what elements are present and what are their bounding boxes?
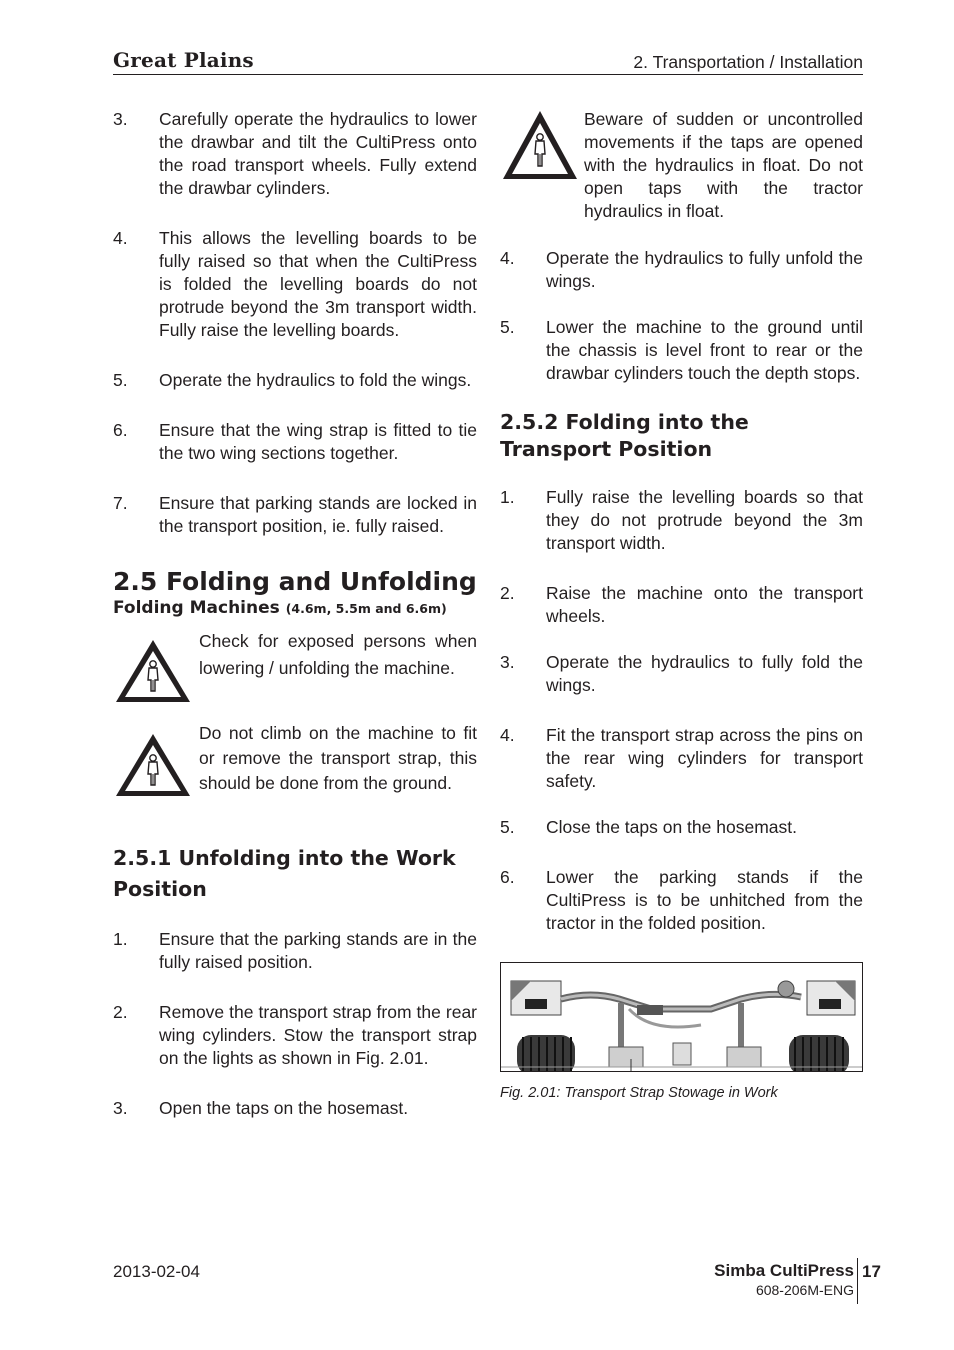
step-number: 5. bbox=[113, 370, 128, 390]
list-item bbox=[113, 1097, 477, 1120]
subsection-heading: 2.5.2 Folding into the Transport Position bbox=[500, 410, 749, 461]
list-item bbox=[500, 724, 863, 793]
warning-block bbox=[500, 108, 863, 223]
step-text: Ensure that the wing strap is fitted to tie the two wing sections together. bbox=[159, 420, 477, 463]
step-text: Lower the parking stands if the CultiPress is to be unhitched from the tractor in the folded position. bbox=[546, 867, 863, 933]
step-text: Ensure that the parking stands are in the fully raised position. bbox=[159, 929, 477, 972]
list-item bbox=[113, 928, 477, 974]
brand-logo-text: Great Plains bbox=[113, 48, 254, 72]
step-number: 3. bbox=[500, 652, 515, 672]
step-number: 2. bbox=[500, 583, 515, 603]
warning-block bbox=[113, 723, 477, 805]
step-text: Operate the hydraulics to fully fold the wings. bbox=[546, 652, 863, 695]
figure-caption: Fig. 2.01: Transport Strap Stowage in Work bbox=[500, 1085, 778, 1101]
list-item bbox=[113, 1001, 477, 1070]
footer-product bbox=[714, 1260, 854, 1299]
warning-block bbox=[113, 631, 477, 711]
step-text: Remove the transport strap from the rear wing cylinders. Stow the transport strap on the lights as shown in Fig. 2.01. bbox=[159, 1002, 477, 1068]
header-rule bbox=[113, 74, 863, 75]
list-item bbox=[500, 866, 863, 935]
step-number: 4. bbox=[500, 725, 515, 745]
subheading bbox=[113, 597, 477, 620]
step-number: 6. bbox=[113, 420, 128, 440]
step-text: This allows the levelling boards to be fully raised so that when the CultiPress is folded the levelling boards do not protrude beyond the 3m transport width. Fully raise the levelling boards. bbox=[159, 228, 477, 340]
step-number: 1. bbox=[113, 929, 128, 949]
figure-transport-strap bbox=[500, 962, 863, 1072]
step-number: 4. bbox=[113, 228, 128, 248]
step-number: 5. bbox=[500, 817, 515, 837]
list-item bbox=[113, 227, 477, 342]
warning-text: Beware of sudden or uncontrolled movements if the taps are opened with the hydraulics in float. Do not open taps with the tractor hydraulics in float. bbox=[584, 109, 863, 221]
list-item bbox=[113, 369, 477, 392]
section-title: 2. Transportation / Installation bbox=[633, 52, 863, 72]
step-number: 3. bbox=[113, 1098, 128, 1118]
list-item bbox=[113, 108, 477, 200]
list-item bbox=[500, 247, 863, 293]
list-item bbox=[500, 582, 863, 628]
step-text: Operate the hydraulics to fold the wings. bbox=[159, 370, 472, 390]
step-list-b bbox=[500, 486, 863, 935]
warning-text: Do not climb on the machine to fit or remove the transport strap, this should be done from the ground. bbox=[199, 723, 477, 793]
machine-illustration bbox=[501, 963, 862, 1071]
right-column bbox=[500, 108, 863, 1102]
list-item bbox=[500, 651, 863, 697]
step-number: 1. bbox=[500, 487, 515, 507]
product-name: Simba CultiPress bbox=[714, 1261, 854, 1280]
list-item bbox=[113, 419, 477, 465]
step-text: Close the taps on the hosemast. bbox=[546, 817, 797, 837]
step-number: 2. bbox=[113, 1002, 128, 1022]
step-text: Open the taps on the hosemast. bbox=[159, 1098, 409, 1118]
step-text: Fully raise the levelling boards so that they do not protrude beyond the 3m transport width. bbox=[546, 487, 863, 553]
list-item bbox=[113, 492, 477, 538]
footer-divider bbox=[857, 1258, 858, 1304]
step-number: 7. bbox=[113, 493, 128, 513]
step-text: Ensure that parking stands are locked in the transport position, ie. fully raised. bbox=[159, 493, 477, 536]
warning-triangle-person-icon bbox=[113, 731, 199, 805]
step-text: Operate the hydraulics to fully unfold the wings. bbox=[546, 248, 863, 291]
step-number: 4. bbox=[500, 248, 515, 268]
step-number: 5. bbox=[500, 317, 515, 337]
list-item bbox=[500, 316, 863, 385]
step-text: Carefully operate the hydraulics to lower the drawbar and tilt the CultiPress onto the road transport wheels. Fully extend the drawbar cylinders. bbox=[159, 109, 477, 198]
step-list-a bbox=[113, 108, 477, 538]
list-item bbox=[500, 816, 863, 839]
left-column bbox=[113, 108, 477, 1120]
footer-date: 2013-02-04 bbox=[113, 1262, 200, 1281]
step-text: Lower the machine to the ground until the chassis is level front to rear or the drawbar cylinders touch the depth stops. bbox=[546, 317, 863, 383]
step-list-a bbox=[500, 247, 863, 385]
warning-triangle-person-icon bbox=[113, 637, 199, 711]
subsection-heading: 2.5.1 Unfolding into the Work Position bbox=[113, 846, 456, 901]
section-heading: 2.5 Folding and Unfolding bbox=[113, 567, 477, 596]
subheading-main: Folding Machines bbox=[113, 598, 280, 618]
list-item bbox=[500, 486, 863, 555]
step-number: 3. bbox=[113, 109, 128, 129]
subheading-sizes: (4.6m, 5.5m and 6.6m) bbox=[285, 601, 447, 616]
warning-triangle-person-icon bbox=[500, 108, 586, 188]
step-text: Fit the transport strap across the pins on the rear wing cylinders for transport safety. bbox=[546, 725, 863, 791]
step-text: Raise the machine onto the transport wheels. bbox=[546, 583, 863, 626]
step-number: 6. bbox=[500, 867, 515, 887]
warning-text: Check for exposed persons when lowering / unfolding the machine. bbox=[199, 631, 477, 678]
step-list-b bbox=[113, 928, 477, 1120]
page-number: 17 bbox=[862, 1262, 881, 1281]
document-code: 608-206M-ENG bbox=[755, 1282, 854, 1298]
